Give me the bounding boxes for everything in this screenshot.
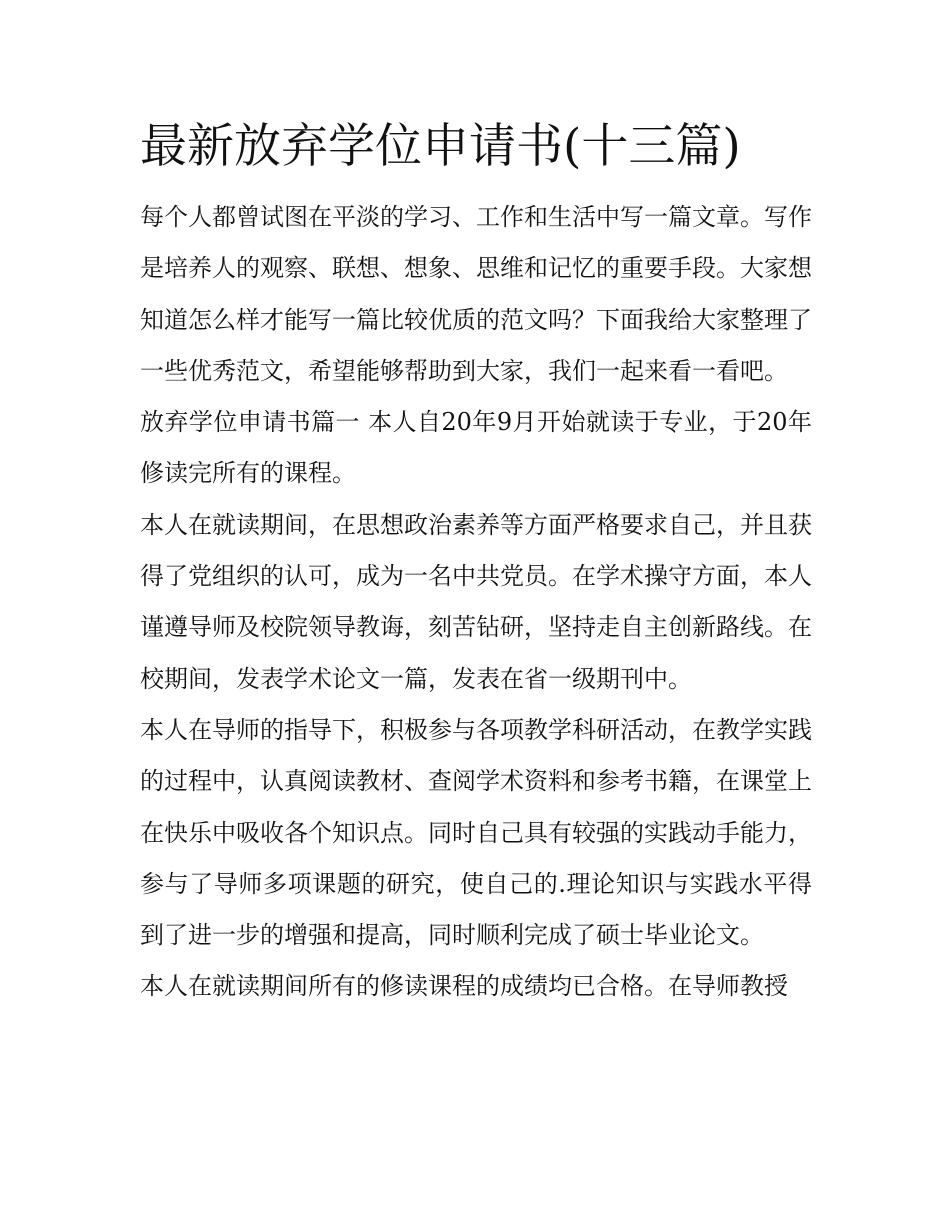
paragraph-1: 放弃学位申请书篇一 本人自20年9月开始就读于专业，于20年修读完所有的课程。 (140, 408, 812, 488)
document-page (140, 110, 812, 1013)
paragraph-3: 本人在导师的指导下，积极参与各项教学科研活动，在教学实践的过程中，认真阅读教材、查阅学术资料和参考书籍，在课堂上在快乐中吸收各个知识点。同时自己具有较强的实践动手能力，参与了导师多项课题的研究，使自己的.理论知识与实践水平得到了进一步的增强和提高，同时顺利完成了硕士毕业论文。 (140, 715, 812, 950)
document-title: 最新放弃学位申请书(十三篇) (140, 119, 741, 174)
paragraph-4: 本人在就读期间所有的修读课程的成绩均已合格。在导师教授 (140, 972, 788, 1001)
paragraph-intro: 每个人都曾试图在平淡的学习、工作和生活中写一篇文章。写作是培养人的观察、联想、想象、思维和记忆的重要手段。大家想知道怎么样才能写一篇比较优质的范文吗？下面我给大家整理了一些优秀范文，希望能够帮助到大家，我们一起来看一看吧。 (140, 203, 812, 385)
paragraph-2: 本人在就读期间，在思想政治素养等方面严格要求自己，并且获得了党组织的认可，成为一名中共党员。在学术操守方面，本人谨遵导师及校院领导教诲，刻苦钻研，坚持走自主创新路线。在校期间，发表学术论文一篇，发表在省一级期刊中。 (140, 510, 812, 693)
